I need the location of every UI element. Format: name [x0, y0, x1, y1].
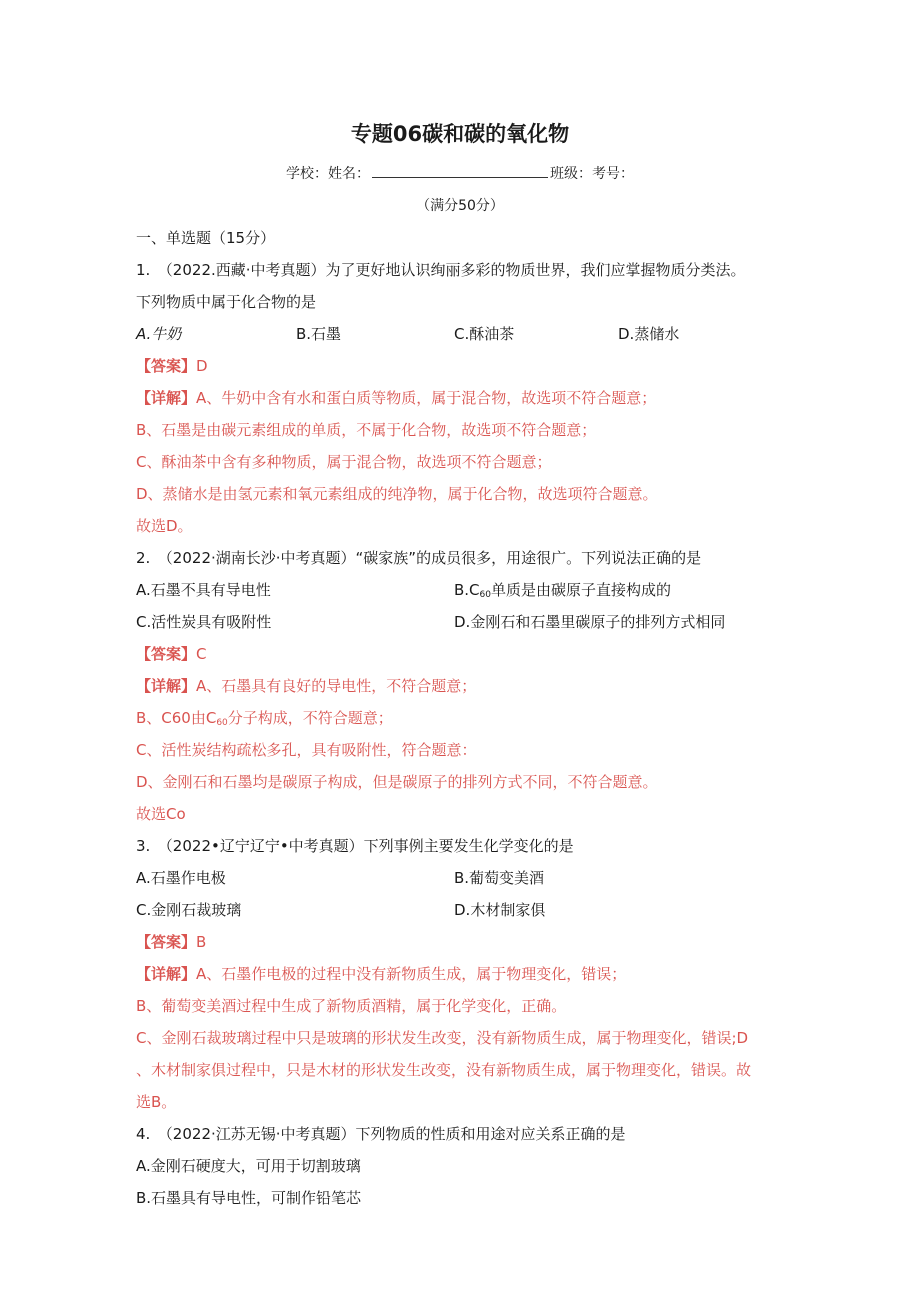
info-class-number-label: 班级：考号：: [550, 166, 634, 182]
detail-text: A、石墨具有良好的导电性，不符合题意；: [196, 677, 477, 695]
q3-detail-1: [136, 964, 626, 984]
page-title: 专题06碳和碳的氧化物: [350, 122, 570, 146]
q2-option-c: C.活性炭具有吸附性: [136, 613, 272, 631]
answer-value: C: [196, 645, 207, 663]
q1-detail-2: B、石墨是由碳元素组成的单质，不属于化合物，故选项不符合题意；: [136, 421, 597, 439]
q1-option-a: A.牛奶: [136, 325, 182, 343]
q3-detail-5: 选B。: [136, 1093, 177, 1111]
q2-detail-5: 故选Co: [136, 805, 186, 823]
q1-stem-line2: 下列物质中属于化合物的是: [136, 293, 317, 311]
q2-detail-2: [136, 708, 393, 728]
student-info-line: [0, 164, 920, 184]
detail-text: A、石墨作电极的过程中没有新物质生成，属于物理变化，错误；: [196, 965, 627, 983]
detail-text: A、牛奶中含有水和蛋白质等物质，属于混合物，故选项不符合题意；: [196, 389, 657, 407]
q2-option-b-pre: B.C: [454, 581, 480, 599]
q2-option-b-sub: 60: [479, 590, 491, 600]
detail-tag: 【详解】: [136, 389, 197, 407]
q3-detail-2: B、葡萄变美酒过程中生成了新物质酒精，属于化学变化，正确。: [136, 997, 567, 1015]
q3-detail-4: 、木材制家俱过程中，只是木材的形状发生改变，没有新物质生成，属于物理变化，错误。故: [136, 1061, 752, 1079]
full-score: （满分50分）: [416, 198, 504, 214]
q3-option-d: D.木材制家俱: [454, 901, 546, 919]
answer-tag: 【答案】: [136, 357, 197, 375]
q2-detail-2-post: 分子构成，不符合题意；: [227, 709, 393, 727]
q3-option-c: C.金刚石裁玻璃: [136, 901, 242, 919]
q2-answer: [136, 644, 207, 664]
q1-detail-5: 故选D。: [136, 517, 193, 535]
info-school-name-label: 学校：姓名：: [286, 166, 370, 182]
q4-stem: 4. （2022·江苏无锡·中考真题）下列物质的性质和用途对应关系正确的是: [136, 1125, 626, 1143]
answer-value: D: [196, 357, 208, 375]
section-heading: 一、单选题（15分）: [136, 229, 276, 247]
answer-tag: 【答案】: [136, 933, 197, 951]
q2-detail-1: [136, 676, 476, 696]
q2-detail-4: D、金刚石和石墨均是碳原子构成，但是碳原子的排列方式不同，不符合题意。: [136, 773, 658, 791]
q3-answer: [136, 932, 206, 952]
q3-option-b: B.葡萄变美酒: [454, 869, 545, 887]
q2-stem: 2. （2022·湖南长沙·中考真题）“碳家族”的成员很多，用途很广。下列说法正确的是: [136, 549, 702, 567]
q2-option-d: D.金刚石和石墨里碳原子的排列方式相同: [454, 613, 726, 631]
q2-detail-2-pre: B、C60由C: [136, 709, 217, 727]
answer-value: B: [196, 933, 207, 951]
q3-stem: 3. （2022•辽宁辽宁•中考真题）下列事例主要发生化学变化的是: [136, 837, 574, 855]
name-blank: [372, 165, 548, 178]
q1-detail-1: [136, 388, 656, 408]
q1-answer: [136, 356, 208, 376]
q1-option-c: C.酥油茶: [454, 325, 515, 343]
detail-tag: 【详解】: [136, 677, 197, 695]
answer-tag: 【答案】: [136, 645, 197, 663]
detail-tag: 【详解】: [136, 965, 197, 983]
q1-detail-3: C、酥油茶中含有多种物质，属于混合物，故选项不符合题意；: [136, 453, 552, 471]
q1-option-d: D.蒸储水: [618, 325, 680, 343]
q2-option-a: A.石墨不具有导电性: [136, 581, 271, 599]
q2-detail-3: C、活性炭结构疏松多孔，具有吸附性，符合题意：: [136, 741, 477, 759]
q2-option-b-post: 单质是由碳原子直接构成的: [491, 581, 672, 599]
q2-option-b: [454, 580, 671, 600]
q2-detail-2-sub: 60: [216, 718, 228, 728]
q1-stem-line1: 1. （2022.西藏·中考真题）为了更好地认识绚丽多彩的物质世界，我们应掌握物质分类法。: [136, 261, 746, 279]
q1-detail-4: D、蒸储水是由氢元素和氧元素组成的纯净物，属于化合物，故选项符合题意。: [136, 485, 658, 503]
q4-option-b: B.石墨具有导电性，可制作铅笔芯: [136, 1189, 362, 1207]
q3-option-a: A.石墨作电极: [136, 869, 226, 887]
q1-option-b: B.石墨: [296, 325, 342, 343]
q4-option-a: A.金刚石硬度大，可用于切割玻璃: [136, 1157, 361, 1175]
q3-detail-3: C、金刚石裁玻璃过程中只是玻璃的形状发生改变，没有新物质生成，属于物理变化，错误;D: [136, 1029, 749, 1047]
